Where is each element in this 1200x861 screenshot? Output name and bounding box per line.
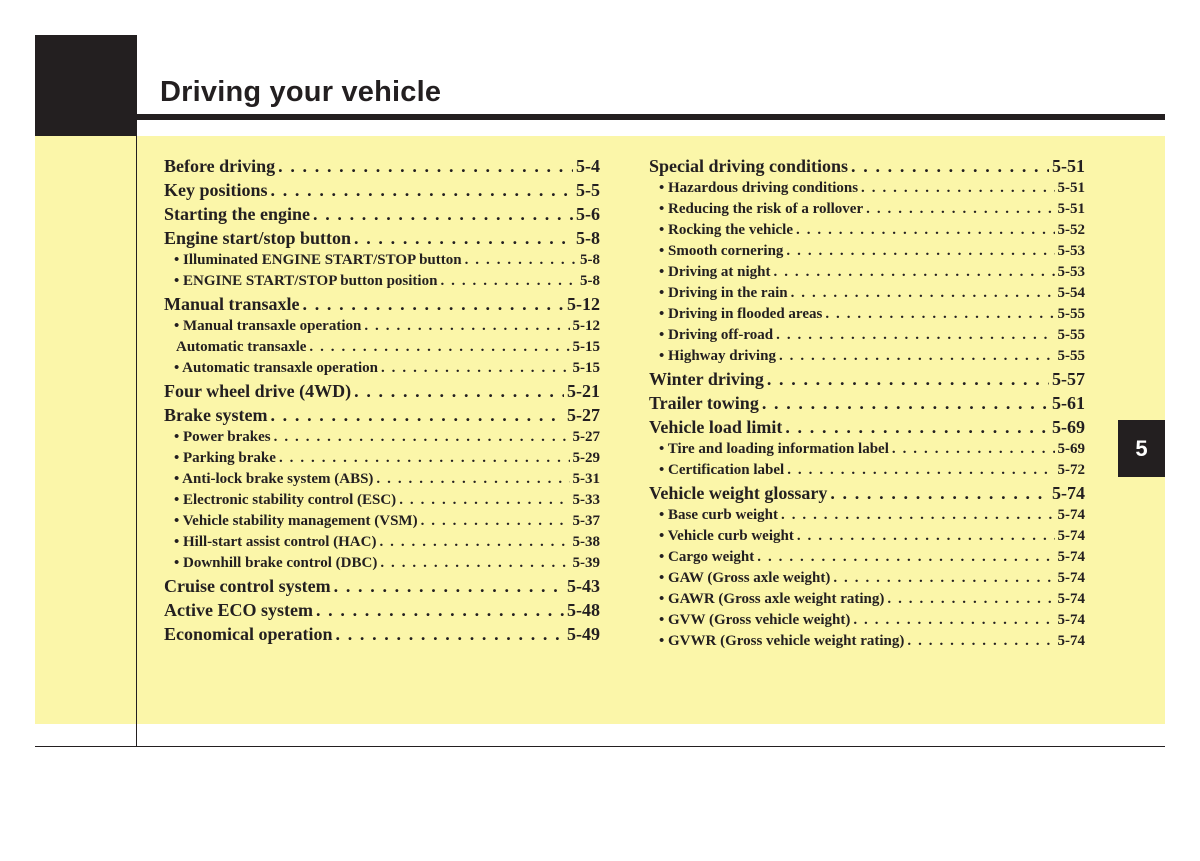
toc-page-number: 5-5: [576, 180, 600, 200]
dot-leader: [336, 622, 565, 646]
toc-subsection-entry[interactable]: [649, 262, 1085, 283]
toc-page-number: 5-21: [567, 381, 600, 401]
toc-section-entry[interactable]: [649, 391, 1085, 415]
dot-leader: [271, 178, 573, 202]
toc-page-number: 5-8: [580, 273, 600, 289]
toc-page-number: 5-39: [572, 555, 600, 571]
toc-entry-label: Starting the engine: [164, 204, 310, 224]
toc-entry-label: • Reducing the risk of a rollover: [659, 201, 864, 217]
chapter-tab[interactable]: [1118, 420, 1165, 477]
toc-section-entry[interactable]: [164, 202, 600, 226]
toc-entry-label: • Electronic stability control (ESC): [174, 492, 397, 508]
dot-leader: [270, 403, 564, 427]
toc-entry-label: • Hill-start assist control (HAC): [174, 534, 377, 550]
dot-leader: [381, 358, 570, 379]
toc-entry-label: • Driving in the rain: [659, 285, 788, 301]
toc-left-column: [164, 154, 600, 646]
toc-entry-label: • GVWR (Gross vehicle weight rating): [659, 633, 905, 649]
toc-page-number: 5-74: [1057, 570, 1085, 586]
toc-section-entry[interactable]: [164, 379, 600, 403]
toc-entry-label: • Parking brake: [174, 450, 276, 466]
toc-page-number: 5-55: [1057, 327, 1085, 343]
dot-leader: [861, 178, 1054, 199]
toc-page-number: 5-4: [576, 156, 600, 176]
toc-subsection-entry[interactable]: [649, 241, 1085, 262]
toc-page-number: 5-55: [1057, 348, 1085, 364]
toc-subsection-entry[interactable]: [649, 589, 1085, 610]
toc-entry-label: Brake system: [164, 405, 268, 425]
dot-leader: [757, 547, 1054, 568]
toc-entry-label: • Driving at night: [659, 264, 771, 280]
toc-subsection-entry[interactable]: [649, 568, 1085, 589]
toc-subsection-entry[interactable]: [649, 304, 1085, 325]
toc-page-number: 5-51: [1052, 156, 1085, 176]
toc-page-number: 5-72: [1057, 462, 1085, 478]
toc-entry-label: • Power brakes: [174, 429, 271, 445]
chapter-header-block: [35, 35, 137, 136]
toc-page-number: 5-52: [1057, 222, 1085, 238]
toc-entry-label: Engine start/stop button: [164, 228, 352, 248]
dot-leader: [851, 154, 1049, 178]
toc-subsection-entry[interactable]: [649, 199, 1085, 220]
toc-subsection-entry[interactable]: [164, 532, 600, 553]
toc-subsection-entry[interactable]: [164, 469, 600, 490]
toc-page-number: 5-27: [567, 405, 600, 425]
toc-entry-label: Special driving conditions: [649, 156, 849, 176]
dot-leader: [303, 292, 564, 316]
toc-entry-label: • Certification label: [659, 462, 785, 478]
toc-page-number: 5-51: [1057, 201, 1085, 217]
toc-entry-label: Vehicle load limit: [649, 417, 783, 437]
toc-entry-label: Trailer towing: [649, 393, 759, 413]
dot-leader: [779, 346, 1055, 367]
toc-page-number: 5-54: [1057, 285, 1085, 301]
toc-subsection-entry[interactable]: [649, 631, 1085, 652]
toc-page-number: 5-38: [572, 534, 600, 550]
toc-page-number: 5-51: [1057, 180, 1085, 196]
toc-section-entry[interactable]: [164, 574, 600, 598]
toc-page-number: 5-6: [576, 204, 600, 224]
dot-leader: [774, 262, 1055, 283]
toc-entry-label: • Downhill brake control (DBC): [174, 555, 378, 571]
toc-entry-label: • Driving in flooded areas: [659, 306, 823, 322]
dot-leader: [785, 415, 1049, 439]
toc-page-number: 5-31: [572, 471, 600, 487]
dot-leader: [776, 325, 1054, 346]
dot-leader: [892, 439, 1055, 460]
toc-entry-label: Winter driving: [649, 369, 764, 389]
dot-leader: [791, 283, 1055, 304]
toc-right-column: [649, 154, 1085, 652]
title-underline: [137, 114, 1165, 120]
toc-page-number: 5-69: [1052, 417, 1085, 437]
dot-leader: [399, 490, 569, 511]
toc-entry-label: Vehicle weight glossary: [649, 483, 828, 503]
toc-entry-label: Economical operation: [164, 624, 333, 644]
toc-entry-label: • Vehicle curb weight: [659, 528, 794, 544]
toc-section-entry[interactable]: [164, 178, 600, 202]
toc-section-entry[interactable]: [164, 292, 600, 316]
dot-leader: [440, 271, 577, 292]
chapter-number: 5: [1135, 435, 1148, 461]
dot-leader: [379, 532, 569, 553]
toc-entry-label: • GAWR (Gross axle weight rating): [659, 591, 885, 607]
toc-section-entry[interactable]: [649, 154, 1085, 178]
toc-subsection-entry[interactable]: [164, 511, 600, 532]
toc-entry-label: Active ECO system: [164, 600, 313, 620]
toc-page-number: 5-29: [572, 450, 600, 466]
toc-page-number: 5-57: [1052, 369, 1085, 389]
toc-page-number: 5-12: [567, 294, 600, 314]
dot-leader: [866, 199, 1054, 220]
dot-leader: [787, 460, 1054, 481]
toc-section-entry[interactable]: [649, 367, 1085, 391]
dot-leader: [781, 505, 1055, 526]
toc-subsection-entry[interactable]: [164, 490, 600, 511]
toc-entry-label: • Tire and loading information label: [659, 441, 889, 457]
toc-subsection-entry[interactable]: [649, 526, 1085, 547]
toc-entry-label: Manual transaxle: [164, 294, 300, 314]
toc-subsection-entry[interactable]: [164, 448, 600, 469]
toc-entry-label: Automatic transaxle: [176, 339, 307, 355]
dot-leader: [833, 568, 1054, 589]
dot-leader: [309, 337, 569, 358]
toc-entry-label: • Smooth cornering: [659, 243, 784, 259]
toc-subsection-entry[interactable]: [164, 250, 600, 271]
toc-page-number: 5-69: [1057, 441, 1085, 457]
toc-entry-label: • Illuminated ENGINE START/STOP button: [174, 252, 462, 268]
toc-subsection-entry[interactable]: [649, 220, 1085, 241]
toc-entry-label: • Highway driving: [659, 348, 776, 364]
toc-subsection-entry[interactable]: [164, 553, 600, 574]
dot-leader: [376, 469, 569, 490]
toc-subsection-entry[interactable]: [649, 283, 1085, 304]
dot-leader: [853, 610, 1054, 631]
dot-leader: [278, 154, 573, 178]
toc-page-number: 5-43: [567, 576, 600, 596]
toc-page-number: 5-74: [1052, 483, 1085, 503]
toc-entry-label: • Manual transaxle operation: [174, 318, 362, 334]
dot-leader: [316, 598, 564, 622]
toc-entry-label: • Automatic transaxle operation: [174, 360, 378, 376]
dot-leader: [887, 589, 1054, 610]
dot-leader: [354, 226, 573, 250]
toc-page-number: 5-74: [1057, 612, 1085, 628]
margin-divider: [136, 136, 137, 747]
dot-leader: [830, 481, 1049, 505]
toc-page-number: 5-74: [1057, 528, 1085, 544]
toc-entry-label: • Base curb weight: [659, 507, 778, 523]
dot-leader: [825, 304, 1054, 325]
toc-entry-label: • Driving off-road: [659, 327, 774, 343]
toc-subsection-entry[interactable]: [649, 178, 1085, 199]
dot-leader: [313, 202, 573, 226]
toc-entry-label: • GAW (Gross axle weight): [659, 570, 831, 586]
toc-subsection-entry[interactable]: [164, 316, 600, 337]
toc-page-number: 5-37: [572, 513, 600, 529]
toc-page-number: 5-74: [1057, 591, 1085, 607]
toc-entry-label: Cruise control system: [164, 576, 331, 596]
toc-subsection-entry[interactable]: [649, 505, 1085, 526]
toc-page-number: 5-8: [576, 228, 600, 248]
toc-page-number: 5-49: [567, 624, 600, 644]
toc-page-number: 5-61: [1052, 393, 1085, 413]
toc-subsection-entry[interactable]: [649, 346, 1085, 367]
dot-leader: [274, 427, 570, 448]
toc-entry-label: Key positions: [164, 180, 268, 200]
dot-leader: [421, 511, 570, 532]
toc-section-entry[interactable]: [649, 481, 1085, 505]
toc-page-number: 5-15: [572, 339, 600, 355]
toc-page-number: 5-15: [572, 360, 600, 376]
toc-section-entry[interactable]: [164, 403, 600, 427]
toc-page-number: 5-55: [1057, 306, 1085, 322]
toc-subsection-entry[interactable]: [649, 439, 1085, 460]
toc-section-entry[interactable]: [649, 415, 1085, 439]
toc-entry-label: • Rocking the vehicle: [659, 222, 793, 238]
dot-leader: [762, 391, 1049, 415]
toc-page-number: 5-12: [572, 318, 600, 334]
dot-leader: [279, 448, 570, 469]
dot-leader: [907, 631, 1054, 652]
toc-subsection-entry[interactable]: [164, 358, 600, 379]
toc-page-number: 5-48: [567, 600, 600, 620]
dot-leader: [786, 241, 1054, 262]
toc-page-number: 5-33: [572, 492, 600, 508]
toc-page-number: 5-74: [1057, 507, 1085, 523]
toc-entry-label: • ENGINE START/STOP button position: [174, 273, 438, 289]
toc-entry-label: • Cargo weight: [659, 549, 755, 565]
toc-page-number: 5-27: [572, 429, 600, 445]
toc-entry-label: Before driving: [164, 156, 276, 176]
toc-subsection-entry[interactable]: [164, 271, 600, 292]
dot-leader: [796, 220, 1055, 241]
toc-section-entry[interactable]: [164, 154, 600, 178]
toc-page-number: 5-53: [1057, 264, 1085, 280]
toc-subsection-entry[interactable]: [649, 610, 1085, 631]
toc-subsection-entry[interactable]: [649, 325, 1085, 346]
dot-leader: [364, 316, 569, 337]
toc-section-entry[interactable]: [164, 598, 600, 622]
toc-entry-label: • GVW (Gross vehicle weight): [659, 612, 851, 628]
toc-page-number: 5-74: [1057, 633, 1085, 649]
dot-leader: [797, 526, 1055, 547]
toc-section-entry[interactable]: [164, 226, 600, 250]
toc-page-number: 5-53: [1057, 243, 1085, 259]
toc-entry-label: • Vehicle stability management (VSM): [174, 513, 418, 529]
toc-subsection-entry[interactable]: [649, 460, 1085, 481]
page-title: Driving your vehicle: [160, 76, 442, 108]
toc-entry-label: • Hazardous driving conditions: [659, 180, 859, 196]
toc-subsection-entry[interactable]: [649, 547, 1085, 568]
dot-leader: [334, 574, 564, 598]
toc-page-number: 5-8: [580, 252, 600, 268]
footer-divider: [35, 746, 1165, 747]
toc-section-entry[interactable]: [164, 622, 600, 646]
dot-leader: [767, 367, 1049, 391]
dot-leader: [380, 553, 569, 574]
toc-subsection-entry[interactable]: [164, 337, 600, 358]
toc-page-number: 5-74: [1057, 549, 1085, 565]
dot-leader: [354, 379, 564, 403]
toc-entry-label: • Anti-lock brake system (ABS): [174, 471, 374, 487]
toc-entry-label: Four wheel drive (4WD): [164, 381, 352, 401]
dot-leader: [465, 250, 577, 271]
toc-subsection-entry[interactable]: [164, 427, 600, 448]
